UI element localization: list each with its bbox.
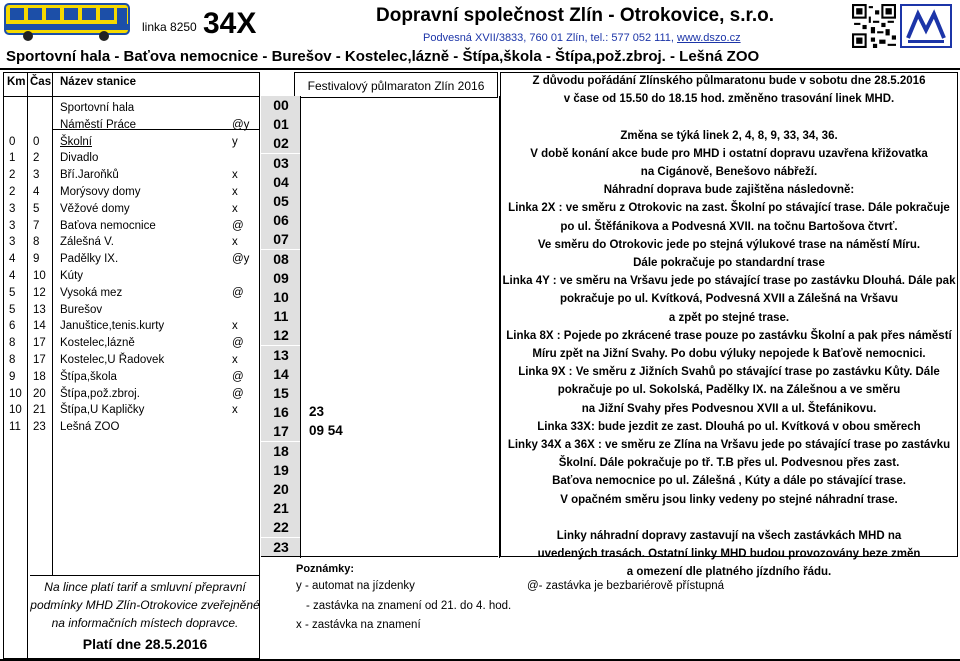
stop-row [3, 151, 260, 168]
stop-row [3, 420, 260, 437]
announcement-line: pokračuje po ul. Sokolská, Padělky IX. na Zálešnou a ve směru [557, 384, 901, 397]
stop-km: 6 [9, 320, 16, 333]
hour-cell: 11 [261, 307, 301, 326]
stop-km: 3 [9, 219, 16, 232]
hour-cell: 20 [261, 480, 301, 499]
stop-time: 7 [33, 219, 40, 232]
hour-cell: 22 [261, 518, 301, 537]
stop-row [3, 202, 260, 219]
stop-name: Štípa,škola [60, 370, 117, 383]
stop-row [3, 135, 260, 152]
website-link[interactable]: www.dszo.cz [677, 32, 741, 44]
announcement-line: Změna se týká linek 2, 4, 8, 9, 33, 34, 36. [620, 129, 838, 142]
stop-symbol: x [232, 404, 238, 417]
stop-km: 5 [9, 303, 16, 316]
stop-row [3, 353, 260, 370]
stop-name: Divadlo [60, 152, 99, 165]
stop-km: 4 [9, 270, 16, 282]
hour-cell: 15 [261, 384, 301, 403]
announcement-line: Linka 8X : Pojede po zkrácené trase pouze po zastávku Školní a pak přes náměstí [506, 329, 952, 342]
stop-time: 0 [33, 135, 40, 148]
stop-time: 13 [33, 303, 46, 316]
stop-time: 17 [33, 354, 46, 366]
announcement-line: uvedených trasách. Ostatní linky MHD budou provozovány beze změn [537, 548, 921, 561]
remarks-title: Poznámky: [296, 563, 355, 575]
stop-symbol: @y [232, 253, 250, 266]
stop-symbol: x [232, 202, 238, 215]
announcement-line: na Jižní Svahy přes Podvesnou XVII a ul. Štefánikovu. [581, 402, 877, 415]
stop-time: 17 [33, 337, 46, 350]
announcement-line: v čase od 15.50 do 18.15 hod. změněno trasování linek MHD. [563, 93, 895, 106]
stop-name: Januštice,tenis.kurty [60, 320, 165, 333]
stop-name: Kostelec,lázně [60, 337, 135, 350]
column-header-km: Km [7, 76, 26, 88]
stop-symbol: x [232, 320, 238, 333]
stop-name: Burešov [60, 303, 103, 316]
announcement-line: Linka 33X: bude jezdit ze zast. Dlouhá po ul. Kvítková v obou směrech [537, 420, 921, 433]
stop-km: 8 [9, 337, 16, 350]
stop-name: Kúty [60, 270, 84, 282]
valid-date: Platí dne 28.5.2016 [82, 636, 208, 652]
stop-time: 20 [33, 387, 46, 400]
stop-time: 21 [33, 404, 46, 417]
hour-cell: 03 [261, 154, 301, 173]
stop-name: Lešná ZOO [60, 421, 120, 434]
hour-cell: 02 [261, 134, 301, 153]
stop-time: 5 [33, 202, 40, 215]
stop-name: Vysoká mez [60, 286, 123, 299]
announcement-line: Náhradní doprava bude zajištěna následovně: [603, 184, 855, 197]
stop-symbol: x [232, 236, 238, 249]
stop-time: 3 [33, 169, 40, 182]
stop-row [3, 303, 260, 320]
hour-cell: 09 [261, 269, 301, 288]
stop-km: 11 [9, 421, 21, 434]
stop-row [3, 403, 260, 420]
stop-km: 8 [9, 354, 16, 366]
stop-symbol: @ [232, 286, 244, 299]
hour-cell: 01 [261, 115, 301, 134]
stop-time: 4 [33, 186, 40, 198]
stop-time: 12 [33, 286, 46, 299]
announcement-line: Školní. Dále pokračuje po tř. T.B přes ul. Podvesnou přes zast. [558, 457, 900, 470]
company-address: Podvesná XVII/3833, 760 01 Zlín, tel.: 577 052 111, www.dszo.cz [423, 32, 741, 44]
stop-km: 2 [9, 169, 16, 182]
hour-cell: 16 [261, 403, 301, 422]
hour-cell: 05 [261, 192, 301, 211]
hour-cell: 18 [261, 442, 301, 461]
stop-row [3, 118, 260, 135]
stop-km: 3 [9, 236, 16, 249]
announcement-line: Linka 9X : Ve směru z Jižních Svahů po stávající trase po zastávku Kůty. Dále [518, 366, 940, 379]
bus-logo [4, 2, 132, 42]
announcement-line: Linka 4Y : ve směru na Vršavu jede po stávající trase po zastávku Dlouhá. Dále pak [502, 275, 956, 288]
departures-area [300, 96, 500, 558]
stop-name: Baťova nemocnice [60, 219, 156, 232]
hour-cell: 12 [261, 326, 301, 345]
stop-row [3, 319, 260, 336]
hour-cell: 21 [261, 499, 301, 518]
stop-km: 10 [9, 404, 22, 417]
company-logo-icon [900, 4, 952, 48]
legend-at: @- zastávka je bezbariérově přístupná [527, 580, 725, 592]
stop-km: 1 [9, 152, 16, 165]
announcement-line: Ve směru do Otrokovic jede po stejná výlukové trase na náměstí Míru. [537, 238, 921, 251]
stop-symbol: @ [232, 337, 244, 350]
stop-symbol: x [232, 169, 238, 182]
stop-km: 10 [9, 387, 22, 400]
hour-cell: 08 [261, 250, 301, 269]
announcement-line: na Cigánově, Benešovo nábřeží. [640, 166, 818, 178]
departure-minutes: 09 54 [309, 423, 343, 439]
stop-time: 9 [33, 253, 40, 266]
stop-row [3, 219, 260, 236]
hour-cell: 23 [261, 538, 301, 557]
stop-row [3, 252, 260, 269]
announcement-line: Míru zpět na Jižní Svahy. Po dobu výluky nepojede k Baťově nemocnici. [532, 348, 926, 360]
stop-row [3, 185, 260, 202]
stop-name: Kostelec,U Řadovek [60, 354, 165, 366]
hour-cell: 07 [261, 230, 301, 249]
hour-cell: 00 [261, 96, 301, 115]
stop-time: 2 [33, 152, 40, 165]
announcement-line: V opačném směru jsou linky vedeny po stejné náhradní trase. [560, 493, 898, 506]
stop-km: 3 [9, 202, 16, 215]
stop-row [3, 387, 260, 404]
stop-symbol: @y [232, 118, 250, 131]
note-line: Na lince platí tarif a smluvní přepravní [44, 580, 246, 594]
announcement-line: Linky 34X a 36X : ve směru ze Zlína na Vršavu jede po stávající trase po zastávku [507, 439, 951, 451]
stop-km: 0 [9, 135, 16, 148]
stop-time: 23 [33, 421, 46, 434]
header-divider [0, 68, 960, 70]
note-line: podmínky MHD Zlín-Otrokovice zveřejněné [30, 598, 260, 612]
hour-cell: 04 [261, 173, 301, 192]
column-header-station: Název stanice [60, 76, 137, 88]
announcement-line: a zpět po stejné trase. [668, 311, 790, 324]
announcement-line: Baťova nemocnice po ul. Zálešná , Kúty a dále po stávající trase. [552, 475, 906, 488]
stop-row [3, 269, 260, 286]
stop-time: 10 [33, 270, 46, 282]
stop-name: Náměstí Práce [60, 118, 137, 131]
announcement-line: po ul. Štěfánikova a Podvesná XVII. na točnu Bartošova čtvrť. [560, 220, 898, 233]
legend-y: y - automat na jízdenky [296, 580, 415, 592]
legend-x: x - zastávka na znamení [296, 619, 421, 631]
timetable-header: Festivalový půlmaraton Zlín 2016 [294, 72, 498, 98]
announcement-line: V době konání akce bude pro MHD i ostatní dopravu uzavřena křižovatka [530, 147, 928, 160]
hour-cell: 06 [261, 211, 301, 230]
tariff-note [30, 575, 260, 660]
stop-symbol: @ [232, 219, 244, 232]
column-header-time: Čas [30, 76, 52, 88]
hour-cell: 13 [261, 346, 301, 365]
announcement-line: a omezení dle platného jízdního řádu. [626, 566, 832, 579]
stop-km: 9 [9, 370, 16, 383]
stop-symbol: @ [232, 387, 244, 400]
hour-cell: 17 [261, 422, 301, 441]
stop-km: 5 [9, 286, 16, 299]
stop-symbol: @ [232, 370, 244, 383]
stop-km: 4 [9, 253, 16, 266]
hour-cell: 14 [261, 365, 301, 384]
stop-row [3, 168, 260, 185]
stop-row [3, 235, 260, 252]
hour-cell: 10 [261, 288, 301, 307]
stop-name: Padělky IX. [60, 253, 119, 266]
stop-km: 2 [9, 186, 16, 198]
stop-name: Štípa,U Kapličky [60, 404, 145, 417]
announcement-line: Linky náhradní dopravy zastavují na všech zastávkách MHD na [556, 530, 902, 542]
stop-time: 18 [33, 370, 46, 383]
departure-minutes: 23 [309, 404, 325, 420]
line-number: 34X [203, 7, 257, 40]
stop-row [3, 101, 260, 118]
announcement-line: Dále pokračuje po standardní trase [633, 257, 825, 269]
hour-cell: 19 [261, 461, 301, 480]
stop-name: Věžové domy [60, 202, 130, 215]
line-label: linka 8250 [142, 20, 197, 34]
stop-row [3, 370, 260, 387]
qr-code-icon [852, 4, 896, 48]
stop-time: 14 [33, 320, 46, 333]
announcement-line: pokračuje po ul. Kvítková, Podvesná XVII a Zálešná na Vršavu [559, 293, 899, 306]
note-line: na informačních místech dopravce. [51, 616, 239, 630]
route-title: Sportovní hala - Baťova nemocnice - Burešov - Kostelec,lázně - Štípa,škola - Štípa,pož.zbroj. - Lešná ZOO [6, 48, 760, 65]
stop-name: Školní [60, 135, 92, 148]
stop-name: Zálešná V. [60, 236, 114, 249]
stop-name: Morýsovy domy [60, 186, 141, 198]
stop-symbol: x [232, 354, 238, 366]
announcement-line: Linka 2X : ve směru z Otrokovic na zast. Školní po stávající trase. Dále pokračuje [508, 202, 950, 215]
stop-symbol: x [232, 186, 238, 198]
stop-time: 8 [33, 236, 40, 249]
stop-name: Sportovní hala [60, 102, 135, 114]
company-name: Dopravní společnost Zlín - Otrokovice, s.r.o. [376, 5, 775, 26]
announcement-line: Z důvodu pořádání Zlínského půlmaratonu bude v sobotu dne 28.5.2016 [532, 75, 926, 87]
stop-name: Bří.Jaroňků [60, 169, 119, 182]
stop-name: Štípa,pož.zbroj. [60, 387, 140, 400]
stop-row [3, 336, 260, 353]
stop-symbol: y [232, 135, 238, 148]
stop-row [3, 286, 260, 303]
legend-y-continued: - zastávka na znamení od 21. do 4. hod. [306, 600, 512, 612]
route-change-announcement [500, 72, 958, 579]
